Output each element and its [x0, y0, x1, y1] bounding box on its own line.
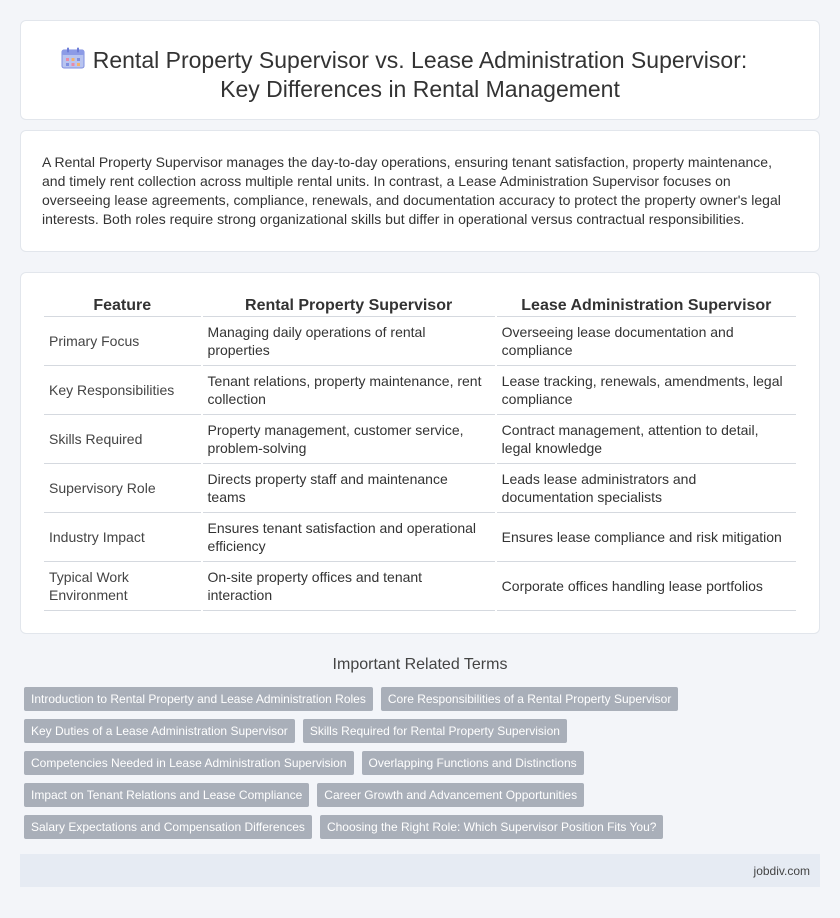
table-cell: Overseeing lease documentation and compliance — [497, 317, 796, 366]
related-term-link[interactable]: Skills Required for Rental Property Supervision — [303, 719, 567, 743]
table-cell: Corporate offices handling lease portfolios — [497, 562, 796, 611]
intro-paragraph: A Rental Property Supervisor manages the day-to-day operations, ensuring tenant satisfaction, property maintenance, and timely rent collection across multiple rental units. In contrast, a Lease Administration Supervisor focuses on overseeing lease agreements, compliance, renewals, and documentation accuracy to protect the property owner's legal interests. Both roles require strong organizational skills but differ in operational versus contractual responsibilities. — [42, 154, 781, 227]
header-feature: Feature — [44, 293, 201, 317]
header-card — [20, 20, 820, 120]
table-cell: Supervisory Role — [44, 464, 201, 513]
table-row — [44, 513, 796, 562]
related-term-link[interactable]: Impact on Tenant Relations and Lease Compliance — [24, 783, 309, 807]
related-terms-title: Important Related Terms — [332, 656, 508, 673]
page-title-line2: Key Differences in Rental Management — [220, 76, 620, 102]
related-term-link[interactable]: Core Responsibilities of a Rental Property Supervisor — [381, 687, 678, 711]
table-row — [44, 366, 796, 415]
table-row — [44, 317, 796, 366]
intro-card — [20, 130, 820, 252]
table-cell: Industry Impact — [44, 513, 201, 562]
related-term-link[interactable]: Introduction to Rental Property and Lease Administration Roles — [24, 687, 373, 711]
related-terms-list — [24, 687, 824, 847]
related-term-link[interactable]: Choosing the Right Role: Which Supervisor Position Fits You? — [320, 815, 664, 839]
table-cell: Ensures tenant satisfaction and operational efficiency — [203, 513, 495, 562]
related-term-link[interactable]: Key Duties of a Lease Administration Supervisor — [24, 719, 295, 743]
table-row — [44, 415, 796, 464]
table-cell: Typical Work Environment — [44, 562, 201, 611]
table-cell: Contract management, attention to detail, legal knowledge — [497, 415, 796, 464]
table-cell: Ensures lease compliance and risk mitigation — [497, 513, 796, 562]
table-row — [44, 562, 796, 611]
comparison-table — [42, 293, 798, 611]
footer-site-name: jobdiv.com — [753, 864, 810, 878]
related-term-link[interactable]: Career Growth and Advancement Opportunities — [317, 783, 584, 807]
page-title — [21, 46, 819, 104]
table-header-row — [44, 293, 796, 317]
footer — [20, 854, 820, 887]
table-cell: Primary Focus — [44, 317, 201, 366]
table-row — [44, 464, 796, 513]
page-title-line1: Rental Property Supervisor vs. Lease Administration Supervisor: — [92, 47, 748, 73]
table-cell: On-site property offices and tenant interaction — [203, 562, 495, 611]
table-cell: Tenant relations, property maintenance, rent collection — [203, 366, 495, 415]
table-cell: Managing daily operations of rental properties — [203, 317, 495, 366]
table-cell: Skills Required — [44, 415, 201, 464]
table-cell: Leads lease administrators and documentation specialists — [497, 464, 796, 513]
table-cell: Key Responsibilities — [44, 366, 201, 415]
related-term-link[interactable]: Competencies Needed in Lease Administration Supervision — [24, 751, 354, 775]
comparison-card — [20, 272, 820, 634]
table-cell: Directs property staff and maintenance teams — [203, 464, 495, 513]
header-lease-administration-supervisor: Lease Administration Supervisor — [497, 293, 796, 317]
table-cell: Property management, customer service, problem-solving — [203, 415, 495, 464]
related-term-link[interactable]: Overlapping Functions and Distinctions — [362, 751, 584, 775]
header-rental-property-supervisor: Rental Property Supervisor — [203, 293, 495, 317]
related-term-link[interactable]: Salary Expectations and Compensation Differences — [24, 815, 312, 839]
table-cell: Lease tracking, renewals, amendments, legal compliance — [497, 366, 796, 415]
